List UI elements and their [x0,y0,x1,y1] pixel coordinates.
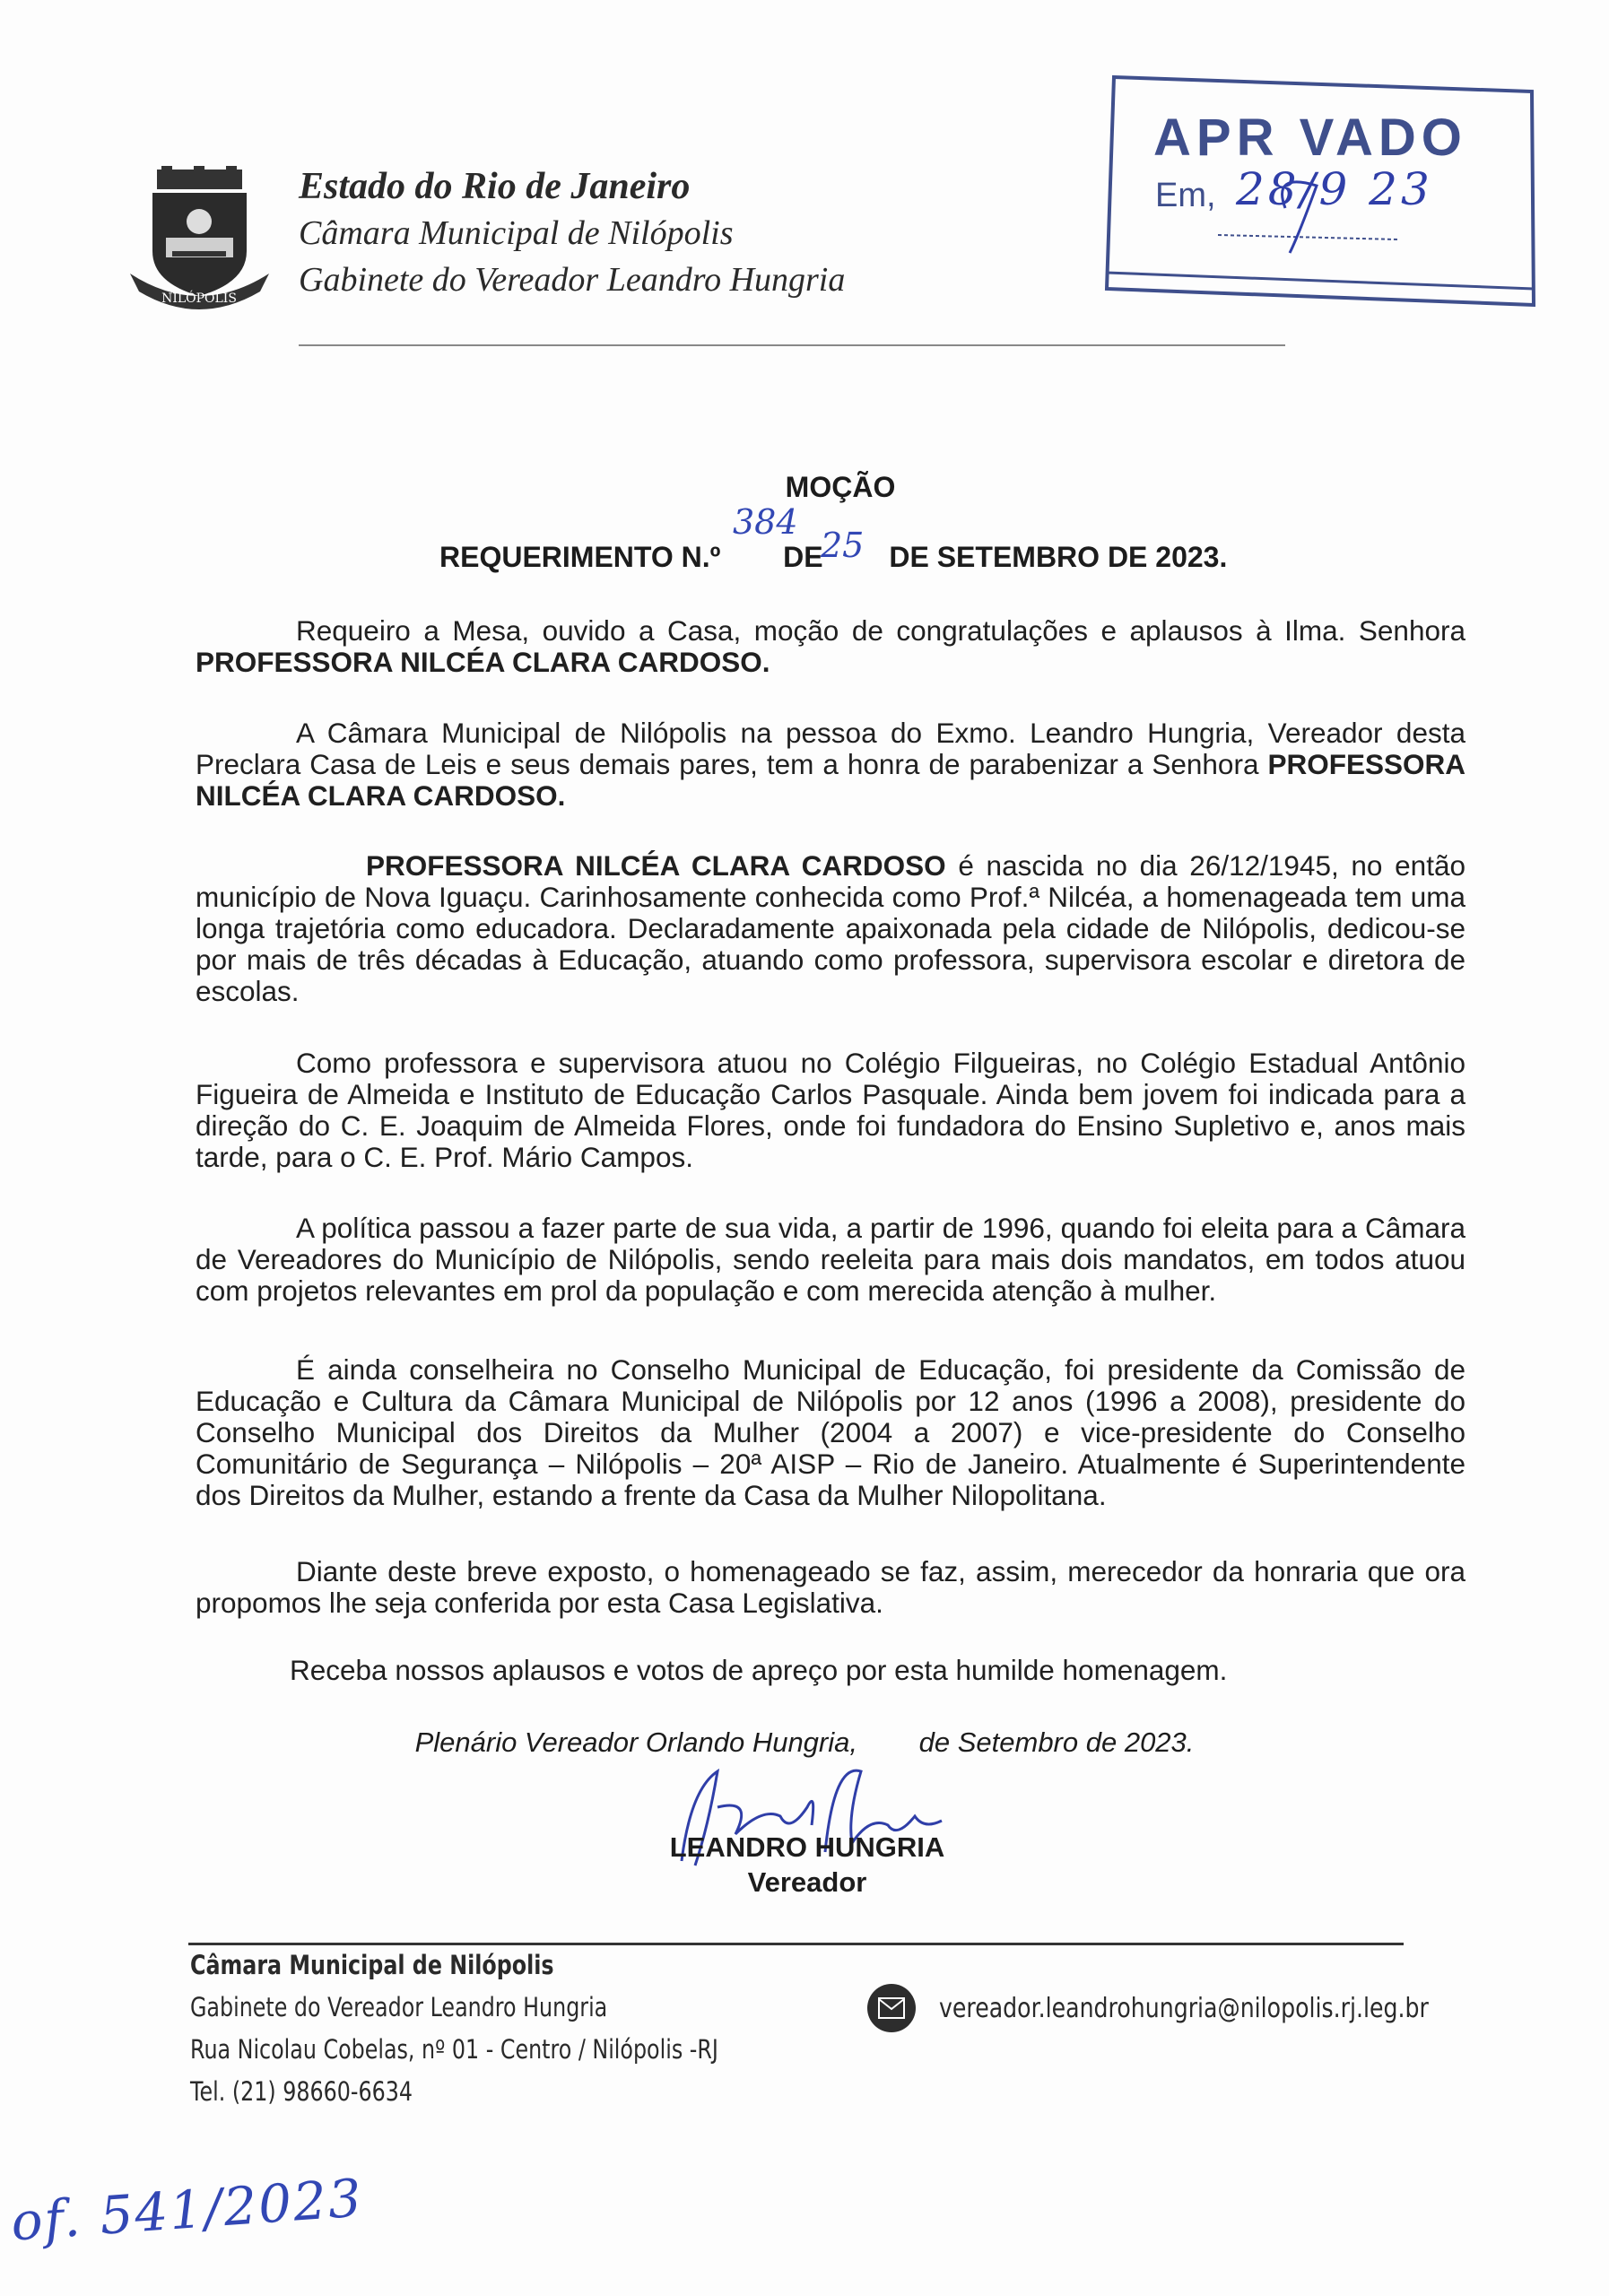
letterhead [299,163,845,303]
office-name: Gabinete do Vereador Leandro Hungria [299,261,846,299]
p1-name: PROFESSORA NILCÉA CLARA CARDOSO. [196,646,770,678]
p3-name: PROFESSORA NILCÉA CLARA CARDOSO [366,849,946,882]
requerimento-prefix: REQUERIMENTO N.º [439,541,721,573]
signatory-role: Vereador [747,1866,867,1898]
paragraph-5 [196,1213,1465,1307]
state-name: Estado do Rio de Janeiro [299,166,691,207]
closing-date: de Setembro de 2023. [918,1726,1195,1758]
paragraph-7 [196,1556,1465,1619]
coat-of-arms-text: NILÓPOLIS [161,291,237,306]
paragraph-8 [196,1655,1465,1686]
footer-street: Rua Nicolau Cobelas, nº 01 - Centro / Nilópolis -RJ [190,2034,718,2065]
header-divider [299,344,1285,346]
p4-text: Como professora e supervisora atuou no Colégio Filgueiras, no Colégio Estadual Antônio Figueira de Almeida e Instituto de Educação Carlos Pasquale. Ainda bem jovem foi indicada para a direção do C. E. Joaquim de Almeida Flores, onde foi fundadora do Ensino Supletivo e, anos mais tarde, para o C. E. Prof. Mário Campos. [196,1047,1465,1173]
footer-email[interactable]: vereador.leandrohungria@nilopolis.rj.leg.br [939,1993,1429,2024]
paragraph-6 [196,1354,1465,1511]
handwritten-number: 384 [733,502,798,542]
requerimento-suffix: DE SETEMBRO DE 2023. [889,541,1228,573]
p3-text: é nascida no dia 26/12/1945, no então município de Nova Iguaçu. Carinhosamente conhecida como Prof.ª Nilcéa, a homenageada tem uma longa trajetória como educadora. Declaradamente apaixonada pela cidade de Nilópolis, dedicou-se por mais de três décadas à Educação, atuando como professora, supervisora escolar e diretora de escolas. [196,849,1465,1007]
signatory-name: LEANDRO HUNGRIA [669,1831,945,1863]
footer-address [190,1944,718,2113]
approval-stamp [1101,74,1538,307]
paragraph-2 [196,718,1465,812]
p1-text: Requeiro a Mesa, ouvido a Casa, moção de congratulações e aplausos à Ilma. Senhora [296,614,1465,647]
p8-text: Receba nossos aplausos e votos de apreço por esta humilde homenagem. [290,1654,1228,1686]
chamber-name: Câmara Municipal de Nilópolis [299,214,734,252]
document-title: MOÇÃO [785,471,896,503]
handwritten-day: 25 [821,526,865,565]
paragraph-3 [196,850,1465,1007]
stamp-word: APR VADO [1153,109,1467,167]
p6-text: É ainda conselheira no Conselho Municipal de Educação, foi presidente da Comissão de Educação e Cultura da Câmara Municipal de Nilópolis por 12 anos (1996 a 2008), presidente do Conselho Municipal dos Direitos da Mulher (2004 a 2007) e vice-presidente do Conselho Comunitário de Segurança – Nilópolis – 20ª AISP – Rio de Janeiro. Atualmente é Superintendente dos Direitos da Mulher, estando a frente da Casa da Mulher Nilopolitana. [196,1353,1465,1511]
footer-office: Gabinete do Vereador Leandro Hungria [190,1992,608,2022]
paragraph-4 [196,1048,1465,1173]
p2-text: A Câmara Municipal de Nilópolis na pessoa do Exmo. Leandro Hungria, Vereador desta Preclara Casa de Leis e seus demais pares, tem a honra de parabenizar a Senhora [196,717,1465,780]
handwritten-office-note: of. 541/2023 [9,2167,365,2253]
footer-chamber: Câmara Municipal de Nilópolis [190,1950,554,1980]
mail-icon [867,1984,916,2032]
closing-place: Plenário Vereador Orlando Hungria, [414,1726,857,1758]
stamp-em-label: Em, [1155,177,1216,214]
footer-phone: Tel. (21) 98660-6634 [190,2076,413,2107]
paragraph-1 [196,615,1465,678]
p2-name: PROFESSORA NILCÉA CLARA CARDOSO. [196,748,1465,812]
stamp-date: 28/9 23 [1236,163,1433,215]
coat-of-arms-logo [126,166,274,309]
p5-text: A política passou a fazer parte de sua vida, a partir de 1996, quando foi eleita para a Câmara de Vereadores do Município de Nilópolis, sendo reeleita para mais dois mandatos, em todos atuou com projetos relevantes em prol da população e com merecida atenção à mulher. [196,1212,1465,1307]
p7-text: Diante deste breve exposto, o homenageado se faz, assim, merecedor da honraria que ora propomos lhe seja conferida por esta Casa Legislativa. [196,1555,1465,1619]
requerimento-de: DE [783,541,823,573]
